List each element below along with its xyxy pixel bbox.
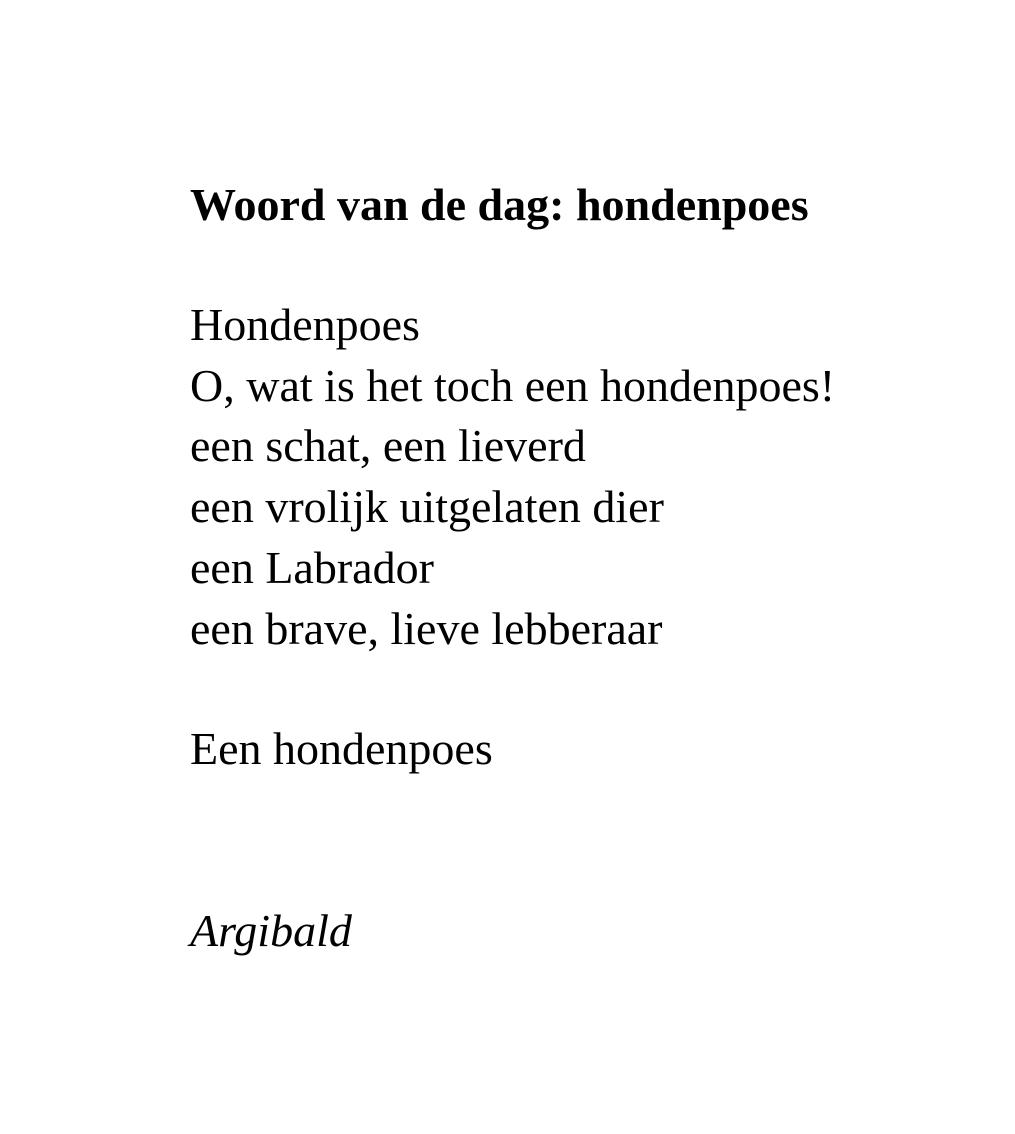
poem-line: een vrolijk uitgelaten dier [190, 481, 664, 532]
document-page [190, 0, 990, 1134]
poem-line: een schat, een lieverd [190, 420, 586, 471]
poem-line: Hondenpoes [190, 299, 420, 350]
poem-closing-line: Een hondenpoes [190, 723, 493, 774]
document-title: Woord van de dag: hondenpoes [190, 179, 809, 230]
poem-line: een Labrador [190, 542, 434, 593]
poem-line: een brave, lieve lebberaar [190, 603, 663, 654]
poem-line: O, wat is het toch een hondenpoes! [190, 360, 836, 411]
author-signature: Argibald [190, 905, 352, 956]
